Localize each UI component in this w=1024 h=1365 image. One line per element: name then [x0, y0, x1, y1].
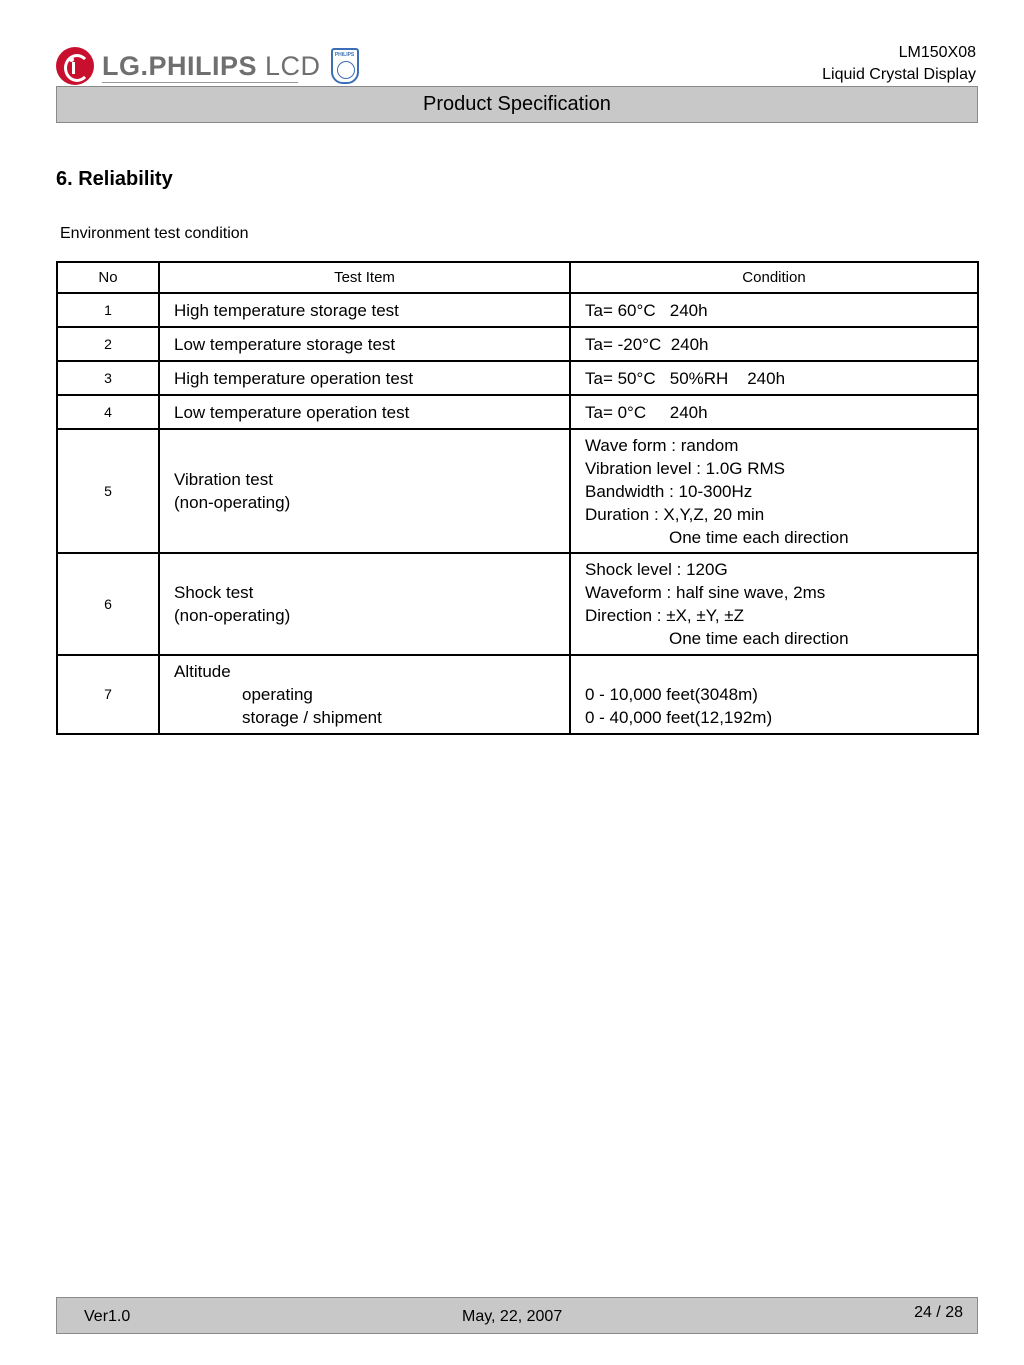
test-item — [159, 655, 570, 734]
row-number: 4 — [57, 395, 159, 429]
date-label: May, 22, 2007 — [462, 1308, 563, 1325]
test-condition: Ta= 60°C 240h — [570, 293, 978, 327]
table-row — [57, 293, 978, 327]
spec-title: Product Specification — [423, 93, 611, 115]
row-number: 1 — [57, 293, 159, 327]
test-item-line: (non-operating) — [174, 606, 291, 625]
table-row — [57, 655, 978, 734]
table-row — [57, 553, 978, 655]
test-item: High temperature operation test — [159, 361, 570, 395]
document-id — [822, 42, 976, 86]
table-row — [57, 395, 978, 429]
condition-line: One time each direction — [669, 629, 849, 648]
condition-line: 0 - 40,000 feet(12,192m) — [585, 708, 773, 727]
condition-line: Duration : X,Y,Z, 20 min — [585, 504, 765, 524]
test-item: Low temperature operation test — [159, 395, 570, 429]
lg-face-icon — [56, 47, 94, 85]
table-row — [57, 327, 978, 361]
test-item — [159, 553, 570, 655]
row-number: 7 — [57, 655, 159, 734]
condition-line: Wave form : random — [585, 435, 739, 455]
test-item — [159, 429, 570, 553]
table-row — [57, 361, 978, 395]
model-number: LM150X08 — [898, 44, 976, 61]
logo-text: LG.PHILIPS LCD — [102, 50, 321, 81]
test-item-line: Vibration test — [174, 470, 273, 489]
column-header: Test Item — [159, 262, 570, 293]
test-item: High temperature storage test — [159, 293, 570, 327]
condition-line: Shock level : 120G — [585, 560, 728, 579]
table-header-row — [57, 262, 978, 293]
test-condition: Ta= 50°C 50%RH 240h — [570, 361, 978, 395]
test-condition — [570, 655, 978, 734]
condition-line: 0 - 10,000 feet(3048m) — [585, 685, 758, 704]
spec-title-bar — [56, 86, 978, 123]
row-number: 3 — [57, 361, 159, 395]
test-item: Low temperature storage test — [159, 327, 570, 361]
condition-line: Direction : ±X, ±Y, ±Z — [585, 606, 745, 625]
test-condition — [570, 553, 978, 655]
condition-line: Vibration level : 1.0G RMS — [585, 458, 785, 478]
product-type: Liquid Crystal Display — [822, 66, 976, 83]
reliability-table — [56, 261, 979, 735]
section-subtitle: Environment test condition — [60, 225, 249, 242]
page-footer — [56, 1297, 978, 1334]
test-condition: Ta= -20°C 240h — [570, 327, 978, 361]
test-item-line: Altitude — [174, 662, 231, 681]
test-item-line: Shock test — [174, 583, 254, 602]
version-label: Ver1.0 — [84, 1308, 131, 1325]
test-item-line: operating — [242, 685, 313, 704]
row-number: 2 — [57, 327, 159, 361]
test-item-line: storage / shipment — [242, 708, 382, 727]
condition-line: One time each direction — [669, 527, 849, 547]
test-condition — [570, 429, 978, 553]
row-number: 6 — [57, 553, 159, 655]
table-row — [57, 429, 978, 553]
condition-line: Waveform : half sine wave, 2ms — [585, 583, 826, 602]
column-header: Condition — [570, 262, 978, 293]
column-header: No — [57, 262, 159, 293]
test-item-line: (non-operating) — [174, 493, 291, 512]
page-number: 24 / 28 — [914, 1304, 963, 1321]
test-condition: Ta= 0°C 240h — [570, 395, 978, 429]
section-title: 6. Reliability — [56, 168, 173, 190]
condition-line: Bandwidth : 10-300Hz — [585, 481, 753, 501]
row-number: 5 — [57, 429, 159, 553]
philips-shield-icon: PHILIPS — [331, 48, 359, 84]
